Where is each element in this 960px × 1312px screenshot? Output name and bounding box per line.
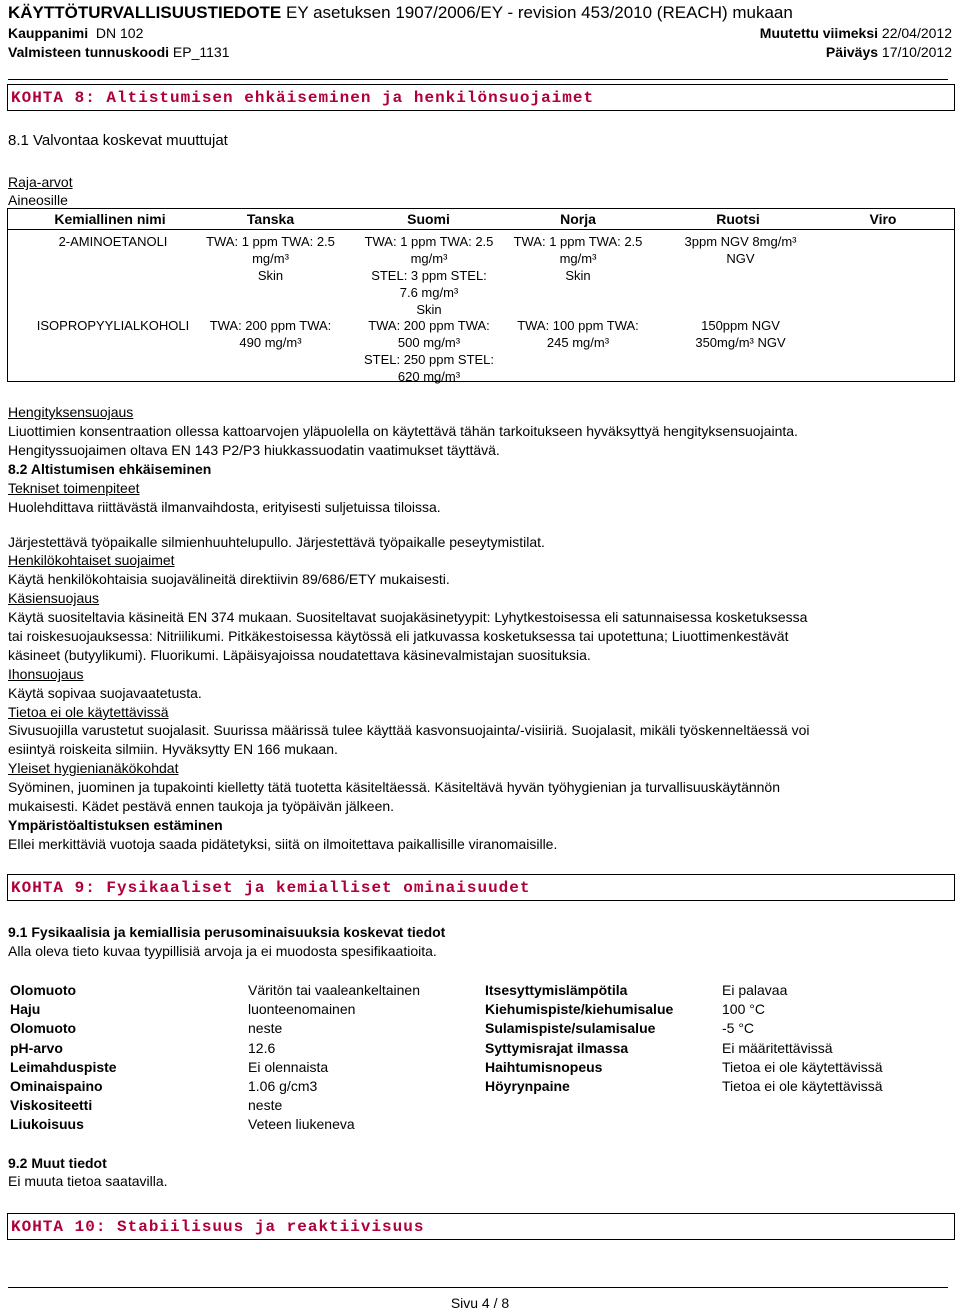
property-value: neste: [248, 1020, 283, 1037]
cell-line: TWA: 200 ppm TWA:: [368, 318, 490, 333]
property-row: [485, 1001, 955, 1020]
respiratory-protection-line-2: Hengityssuojaimen oltava EN 143 P2/P3 hiukkassuodatin vaatimukset täyttävä.: [8, 442, 500, 458]
hand-protection-line-1: Käytä suositeltavia käsineitä EN 374 mukaan. Suositeltavat suojakäsinetyypit: Lyhytkestoisessa eli satunnaisessa kosketuksessa: [8, 609, 808, 625]
property-value: Veteen liukeneva: [248, 1116, 355, 1133]
table-row-2-ruotsi: [658, 317, 823, 351]
property-label: Viskositeetti: [10, 1097, 93, 1114]
cell-line: TWA: 1 ppm TWA: 2.5: [364, 234, 494, 249]
cell-line: TWA: 1 ppm TWA: 2.5: [206, 234, 335, 249]
property-label: Syttymisrajat ilmassa: [485, 1039, 629, 1056]
hand-protection-line-2: tai roiskesuojauksessa: Nitriilikumi. Pitkäkestoisessa käytössä eli jatkuvassa kosketuksessa tai upotettuna; Liuottimenkestävät: [8, 628, 789, 644]
property-value: 100 °C: [722, 1001, 765, 1018]
environmental-exposure-line: Ellei merkittäviä vuotoja saada pidätetyksi, siitä on ilmoitettava paikallisille viranomaisille.: [8, 836, 558, 852]
table-header-tanska: Tanska: [246, 211, 295, 227]
property-value: Väritön tai vaaleankeltainen: [248, 982, 421, 998]
cell-line: TWA: 200 ppm TWA:: [209, 318, 332, 333]
cell-line: Skin: [257, 268, 284, 283]
document-title-regulation: EY asetuksen 1907/2006/EY - revision 453/2010 (REACH) mukaan: [286, 3, 793, 22]
skin-protection-title: Ihonsuojaus: [8, 666, 84, 682]
section-8-header: KOHTA 8: Altistumisen ehkäiseminen ja henkilönsuojaimet: [7, 84, 955, 111]
cell-line: 245 mg/m³: [546, 335, 610, 350]
property-label: Höyrynpaine: [485, 1077, 570, 1094]
section-8-1-title: 8.1 Valvontaa koskevat muuttujat: [8, 132, 228, 149]
section-8-2-title: 8.2 Altistumisen ehkäiseminen: [8, 461, 212, 477]
cell-line: NGV: [726, 251, 755, 266]
table-header-norja: Norja: [560, 211, 596, 227]
product-code-label: Valmisteen tunnuskoodi: [8, 44, 170, 60]
property-value: -5 °C: [722, 1020, 755, 1037]
table-header-ruotsi: Ruotsi: [716, 211, 760, 227]
property-value: luonteenomainen: [248, 1001, 356, 1018]
property-label: Itsesyttymislämpötila: [485, 982, 628, 998]
property-value: Ei määritettävissä: [722, 1039, 833, 1056]
property-row: [10, 1001, 480, 1020]
issue-date: [826, 44, 952, 60]
properties-right-column: [485, 982, 955, 1097]
property-value: Ei olennaista: [248, 1058, 329, 1075]
cell-line: mg/m³: [410, 251, 448, 266]
date-value: 17/10/2012: [881, 44, 952, 60]
property-value: Tietoa ei ole käytettävissä: [722, 1058, 883, 1075]
table-row-1-ruotsi: [658, 233, 823, 267]
trade-name-label: Kauppanimi: [8, 25, 89, 41]
property-value: 12.6: [248, 1039, 276, 1056]
document-title-main: KÄYTTÖTURVALLISUUSTIEDOTE: [8, 3, 282, 22]
table-row-2-suomi: [354, 317, 504, 385]
trade-name: [8, 25, 143, 41]
cell-line: STEL: 3 ppm STEL:: [371, 268, 487, 283]
cell-line: TWA: 100 ppm TWA:: [517, 318, 639, 333]
table-row-2-tanska: [198, 317, 343, 351]
property-label: Haju: [10, 1001, 41, 1018]
ppe-title: Henkilökohtaiset suojaimet: [8, 552, 175, 568]
property-label: Ominaispaino: [10, 1077, 103, 1094]
table-row-1-name: 2-AMINOETANOLI: [58, 234, 168, 249]
modified-date: [760, 25, 952, 41]
property-label: Olomuoto: [10, 982, 77, 998]
technical-measures-line-2: Järjestettävä työpaikalle silmienhuuhtelupullo. Järjestettävä työpaikalle peseytymistilat.: [8, 534, 545, 550]
section-9-2-title: 9.2 Muut tiedot: [8, 1155, 107, 1171]
cell-line: mg/m³: [559, 251, 597, 266]
respiratory-protection-title: Hengityksensuojaus: [8, 404, 134, 420]
cell-line: 150ppm NGV: [701, 318, 780, 333]
environmental-exposure-title: Ympäristöaltistuksen estäminen: [8, 817, 223, 833]
table-row-1-norja: [503, 233, 653, 284]
eye-protection-line-1: Sivusuojilla varustetut suojalasit. Suurissa määrissä tulee käyttää kasvonsuojainta/-visiiriä. Suojalasit, mikäli työskenneltäessä voi: [8, 722, 810, 738]
property-label: Olomuoto: [10, 1020, 77, 1037]
modified-label: Muutettu viimeksi: [759, 25, 879, 41]
cell-line: 350mg/m³ NGV: [695, 335, 786, 350]
technical-measures-line-1: Huolehdittava riittävästä ilmanvaihdosta, erityisesti suljetuissa tiloissa.: [8, 499, 441, 515]
cell-line: 7.6 mg/m³: [399, 285, 459, 300]
property-row: [10, 1059, 480, 1078]
table-header-suomi: Suomi: [407, 211, 450, 227]
table-row-1-suomi: [354, 233, 504, 318]
cell-line: Skin: [416, 302, 442, 317]
for-substances-label: Aineosille: [8, 192, 68, 208]
cell-line: mg/m³: [252, 251, 289, 266]
hand-protection-title: Käsiensuojaus: [8, 590, 100, 606]
section-10-header: KOHTA 10: Stabiilisuus ja reaktiivisuus: [7, 1213, 955, 1240]
skin-protection-line: Käytä sopivaa suojavaatetusta.: [8, 685, 202, 701]
page-number: Sivu 4 / 8: [450, 1295, 510, 1311]
property-value: neste: [248, 1097, 283, 1114]
cell-line: 3ppm NGV 8mg/m³: [684, 234, 797, 249]
eye-protection-line-2: esiintyä roiskeita silmiin. Hyväksytty EN 166 mukaan.: [8, 741, 338, 757]
document-title: [8, 3, 793, 23]
hygiene-title: Yleiset hygienianäkökohdat: [8, 760, 179, 776]
property-label: Haihtumisnopeus: [485, 1058, 603, 1075]
exposure-limits-table: [7, 208, 955, 382]
ppe-line: Käytä henkilökohtaisia suojavälineitä direktiivin 89/686/ETY mukaisesti.: [8, 571, 450, 587]
property-value: 1.06 g/cm3: [248, 1077, 318, 1094]
property-row: [485, 1020, 955, 1039]
product-code-value: EP_1131: [172, 44, 230, 60]
property-label: Liukoisuus: [10, 1116, 84, 1133]
property-row: [485, 1078, 955, 1097]
eye-protection-title: Tietoa ei ole käytettävissä: [8, 704, 169, 720]
section-9-2-note: Ei muuta tietoa saatavilla.: [8, 1173, 168, 1189]
date-label: Päiväys: [825, 44, 879, 60]
hand-protection-line-3: käsineet (butyylikumi). Fluorikumi. Läpäisyajoissa noudatettava käsinevalmistajan suosituksia.: [8, 647, 591, 663]
property-label: Sulamispiste/sulamisalue: [485, 1020, 656, 1037]
technical-measures-title: Tekniset toimenpiteet: [8, 480, 140, 496]
cell-line: TWA: 1 ppm TWA: 2.5: [513, 234, 643, 249]
product-code: [8, 44, 230, 60]
modified-value: 22/04/2012: [881, 25, 952, 41]
trade-name-value: DN 102: [95, 25, 144, 41]
section-9-1-title: 9.1 Fysikaalisia ja kemiallisia perusominaisuuksia koskevat tiedot: [8, 924, 446, 940]
limit-values-label: Raja-arvot: [8, 174, 73, 190]
property-row: [10, 1097, 480, 1116]
property-label: pH-arvo: [10, 1039, 63, 1056]
property-row: [485, 1040, 955, 1059]
properties-left-column: [10, 982, 480, 1136]
property-label: Leimahduspiste: [10, 1058, 117, 1075]
footer-divider: [8, 1287, 948, 1288]
cell-line: Skin: [565, 268, 591, 283]
table-header-viro: Viro: [869, 211, 897, 227]
property-row: [10, 1040, 480, 1059]
respiratory-protection-line-1: Liuottimien konsentraation ollessa kattoarvojen yläpuolella on käytettävä tähän tarkoitukseen hyväksyttyä hengityksensuojainta.: [8, 423, 798, 439]
property-row: [10, 982, 480, 1001]
table-header-divider: [8, 229, 954, 230]
section-9-1-note: Alla oleva tieto kuvaa tyypillisiä arvoja ja ei muodosta spesifikaatioita.: [8, 943, 437, 959]
property-value: Tietoa ei ole käytettävissä: [722, 1077, 883, 1094]
hygiene-line-1: Syöminen, juominen ja tupakointi kielletty tätä tuotetta käsiteltäessä. Käsiteltävä hyvän työhygienian ja turvallisuuskäytännön: [8, 779, 781, 795]
cell-line: 620 mg/m³: [397, 369, 461, 384]
property-row: [485, 982, 955, 1001]
property-row: [10, 1020, 480, 1039]
table-row-2-name: ISOPROPYYLIALKOHOLI: [36, 318, 190, 333]
table-row-1-tanska: [198, 233, 343, 284]
table-header-chemical-name: Kemiallinen nimi: [54, 211, 166, 227]
property-row: [10, 1078, 480, 1097]
cell-line: 500 mg/m³: [397, 335, 461, 350]
cell-line: 490 mg/m³: [239, 335, 302, 350]
section-9-header: KOHTA 9: Fysikaaliset ja kemialliset ominaisuudet: [7, 874, 955, 901]
cell-line: STEL: 250 ppm STEL:: [363, 352, 495, 367]
property-row: [10, 1116, 480, 1135]
table-row-2-norja: [503, 317, 653, 351]
property-label: Kiehumispiste/kiehumisalue: [485, 1001, 674, 1018]
hygiene-line-2: mukaisesti. Kädet pestävä ennen taukoja ja työpäivän jälkeen.: [8, 798, 395, 814]
property-row: [485, 1059, 955, 1078]
property-value: Ei palavaa: [722, 982, 788, 998]
header-divider: [8, 79, 948, 80]
